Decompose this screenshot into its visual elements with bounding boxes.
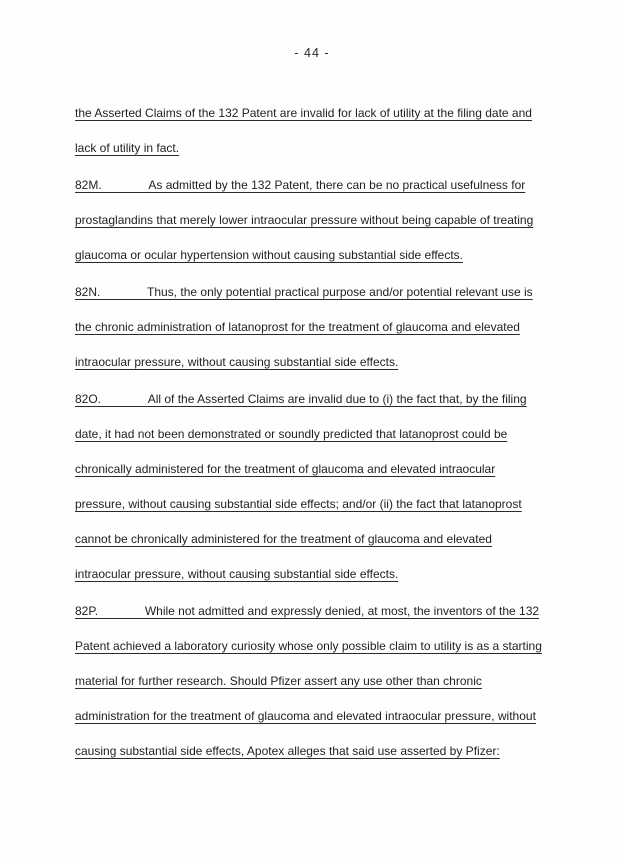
- paragraph-text: All of the Asserted Claims are invalid due to (i) the fact that, by the filing date, it had not been demonstrated or soundly predicted that latanoprost could be chronically administered for the treatment of glaucoma and elevated intraocular pressure, without causing substantial side effects; and/or (ii) the fact that latanoprost cannot be chronically administered for the treatment of glaucoma and elevated intraocular pressure, without causing substantial side effects.: [75, 392, 527, 581]
- tab-space: [101, 392, 148, 406]
- paragraph-82m: [75, 168, 544, 273]
- tab-space: [100, 285, 147, 299]
- paragraph-label: 82O.: [75, 392, 102, 406]
- paragraph-label: 82P.: [75, 604, 99, 618]
- tab-space: [98, 604, 145, 618]
- paragraph-label: 82M.: [75, 178, 102, 192]
- paragraph-text: Thus, the only potential practical purpose and/or potential relevant use is the chronic administration of latanoprost for the treatment of glaucoma and elevated intraocular pressure, without causing substantial side effects.: [75, 285, 533, 369]
- tab-space: [102, 178, 149, 192]
- paragraph-text: While not admitted and expressly denied, at most, the inventors of the 132 Patent achieved a laboratory curiosity whose only possible claim to utility is as a starting material for further research. Should Pfizer assert any use other than chronic administration for the treatment of glaucoma and elevated intraocular pressure, without causing substantial side effects, Apotex alleges that said use asserted by Pfizer:: [75, 604, 542, 758]
- document-body: [0, 60, 624, 769]
- paragraph-continuation: [75, 96, 544, 166]
- paragraph-text: As admitted by the 132 Patent, there can be no practical usefulness for prostaglandins that merely lower intraocular pressure without being capable of treating glaucoma or ocular hypertension without causing substantial side effects.: [75, 178, 534, 262]
- page-number: - 44 -: [294, 46, 330, 60]
- paragraph-text: the Asserted Claims of the 132 Patent are invalid for lack of utility at the filing date and lack of utility in fact.: [75, 106, 532, 155]
- paragraph-82o: [75, 382, 544, 592]
- paragraph-label: 82N.: [75, 285, 101, 299]
- paragraph-82n: [75, 275, 544, 380]
- paragraph-82p: [75, 594, 544, 769]
